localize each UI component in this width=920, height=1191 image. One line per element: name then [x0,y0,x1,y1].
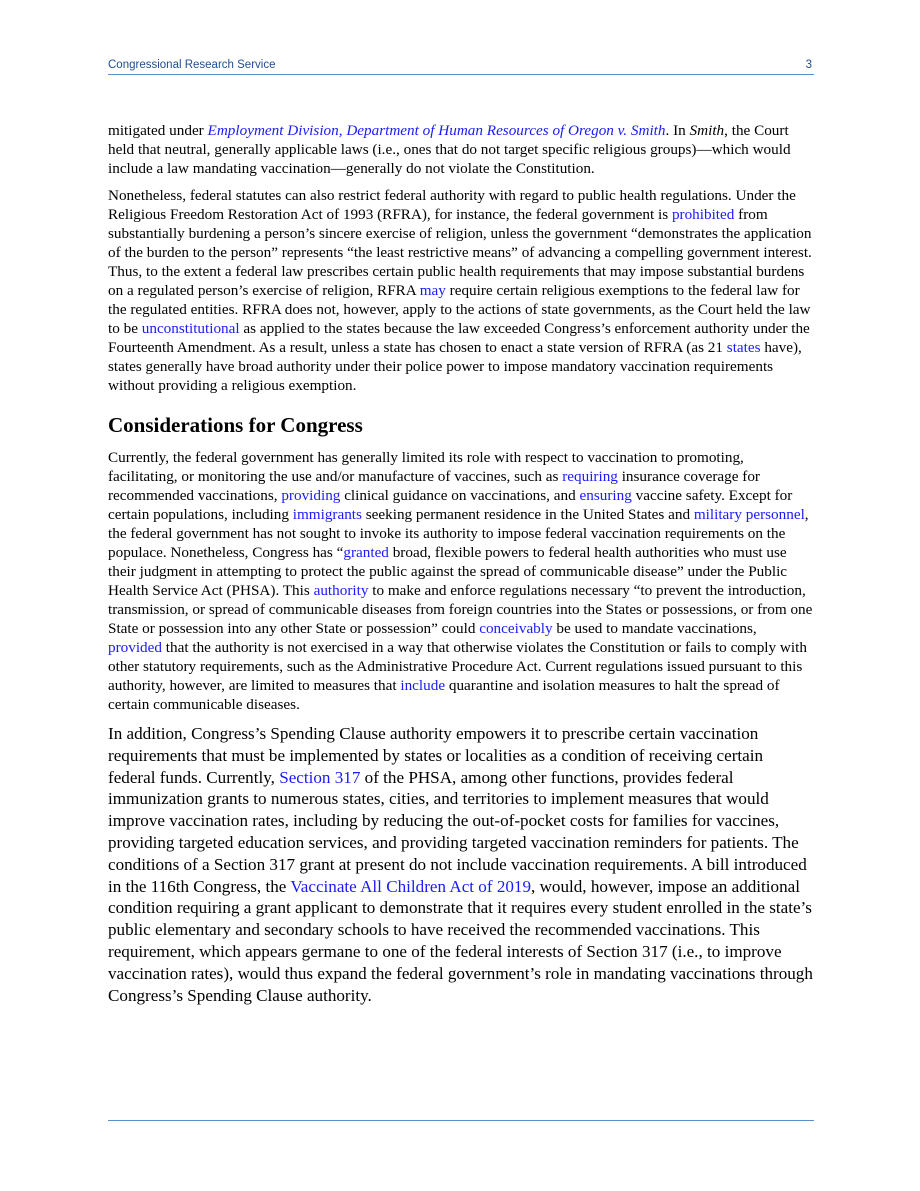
link-requiring[interactable]: requiring [562,468,618,485]
link-include[interactable]: include [400,677,446,694]
text-run: Currently, the federal government has generally limited its role with respect to vaccination to promoting, facilitating, or monitoring the use and/or manufacture of vaccines, such as [108,449,744,485]
header-source: Congressional Research Service [108,59,276,71]
link-granted[interactable]: granted [343,544,389,561]
link-authority[interactable]: authority [313,582,369,599]
text-run: broad, flexible powers to federal health authorities who must use their judgment in attempting to protect the public against the spread of communicable disease” under the Public Health Service Act (PHSA). This [108,544,788,599]
link-providing[interactable]: providing [281,487,341,504]
link-provided[interactable]: provided [108,639,162,656]
page-header [108,58,814,75]
section-heading: Considerations for Congress [108,413,363,437]
text-run: seeking permanent residence in the United States and [361,506,694,523]
text-run: insurance coverage for recommended vaccinations, [108,468,760,504]
text-run: of the PHSA, among other functions, provides federal immunization grants to numerous states, cities, and territories to implement measures that would improve vaccination rates, including by reducing the out-of-pocket costs for families for vaccines, providing targeted education services, and providing targeted vaccination reminders for patients. The conditions of a Section 317 grant at present do not include vaccination requirements. A bill introduced in the 116th Congress, the [108,767,807,896]
text-run: vaccine safety. Except for certain populations, including [108,487,793,523]
footer-rule [108,1120,814,1121]
link-vaccinate-all-children-act[interactable]: Vaccinate All Children Act of 2019 [290,876,532,896]
text-run: that the authority is not exercised in a way that otherwise violates the Constitution or fails to comply with other statutory requirements, such as the Administrative Procedure Act. Current regulations issued pursuant to this authority, however, are limited to measures that [108,639,807,694]
text-run: be used to mandate vaccinations, [552,620,757,637]
text-run: Nonetheless, federal statutes can also restrict federal authority with regard to public health regulations. Under the Religious Freedom Restoration Act of 1993 (RFRA), for instance, the federal government is [108,187,796,223]
link-conceivably[interactable]: conceivably [479,620,553,637]
link-unconstitutional[interactable]: unconstitutional [141,320,240,337]
paragraph-smith [108,121,814,178]
link-section-317[interactable]: Section 317 [279,767,361,787]
link-military-personnel[interactable]: military personnel [693,506,805,523]
text-run: , the federal government has not sought to invoke its authority to impose federal vaccination requirements on the populace. Nonetheless, Congress has “ [108,506,809,561]
text-run: In addition, Congress’s Spending Clause authority empowers it to prescribe certain vaccination requirements that must be implemented by states or localities as a condition of receiving certain federal funds. Currently, [108,724,764,787]
case-name-smith: Smith [689,122,725,139]
paragraph-rfra [108,186,814,395]
text-run: clinical guidance on vaccinations, and [340,487,580,504]
document-body [108,121,814,1006]
text-run: . In [665,122,690,139]
link-immigrants[interactable]: immigrants [292,506,362,523]
link-prohibited[interactable]: prohibited [671,206,735,223]
link-ensuring[interactable]: ensuring [579,487,632,504]
paragraph-federal-role [108,448,814,714]
link-states[interactable]: states [726,339,761,356]
page-number: 3 [805,59,812,71]
text-run: mitigated under [108,122,208,139]
text-run: quarantine and isolation measures to halt the spread of certain communicable diseases. [108,677,780,713]
text-run: require certain religious exemptions to the federal law for the regulated entities. RFRA does not, however, apply to the actions of state governments, as the Court held the law to be [108,282,811,337]
link-employment-division[interactable]: Employment Division, Department of Human Resources of Oregon v. Smith [207,122,666,139]
text-run: , would, however, impose an additional condition requiring a grant applicant to demonstrate that it requires every student enrolled in the state’s public elementary and secondary schools to have received the recommended vaccinations. This requirement, which appears germane to one of the federal interests of Section 317 (i.e., to improve vaccination rates), would thus expand the federal government’s role in mandating vaccinations through Congress’s Spending Clause authority. [108,876,813,1005]
text-run: , the Court held that neutral, generally applicable laws (i.e., ones that do not target specific religious groups)—which would include a law mandating vaccination—generally do not violate the Constitution. [108,122,791,177]
paragraph-spending-clause [108,723,814,1006]
link-may[interactable]: may [419,282,446,299]
text-run: as applied to the states because the law exceeded Congress’s enforcement authority under the Fourteenth Amendment. As a result, unless a state has chosen to enact a state version of RFRA (as 21 [108,320,810,356]
text-run: from substantially burdening a person’s sincere exercise of religion, unless the government “demonstrates the application of the burden to the person” represents “the least restrictive means” of advancing a compelling government interest. Thus, to the extent a federal law prescribes certain public health requirements that may impose substantial burdens on a regulated person’s exercise of religion, RFRA [108,206,812,299]
text-run: have), states generally have broad authority under their police power to impose mandatory vaccination requirements without providing a religious exemption. [108,339,802,394]
text-run: to make and enforce regulations necessary “to prevent the introduction, transmission, or spread of communicable diseases from foreign countries into the States or possessions, or from one State or possession into any other State or possession” could [108,582,813,637]
